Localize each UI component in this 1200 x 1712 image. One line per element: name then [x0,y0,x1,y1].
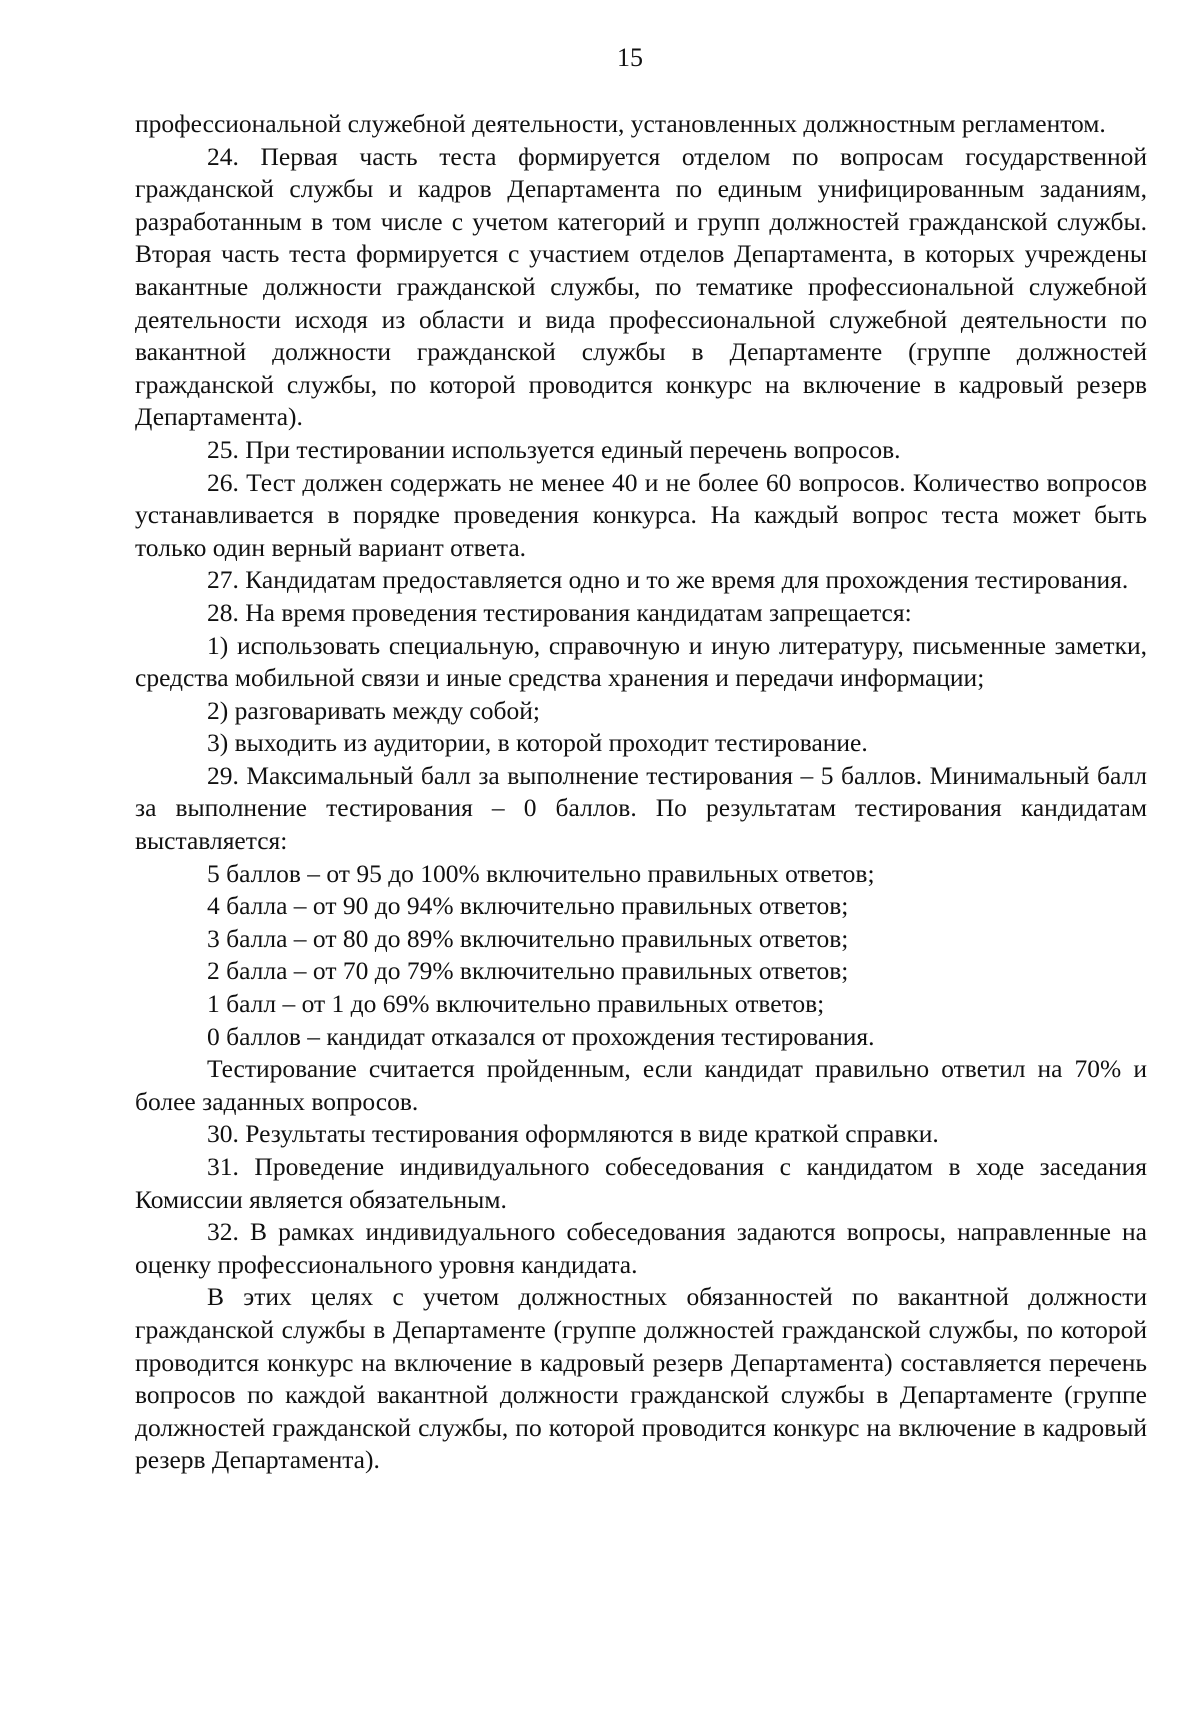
page-number: 15 [617,43,643,72]
paragraph-passing-criteria: Тестирование считается пройденным, если кандидат правильно ответил на 70% и более заданных вопросов. [135,1054,1147,1116]
score-item-1: 1 балл – от 1 до 69% включительно правильных ответов; [207,989,825,1019]
paragraph-28: 28. На время проведения тестирования кандидатам запрещается: [207,597,912,627]
list-item-28-1: 1) использовать специальную, справочную и иную литературу, письменные заметки, средства мобильной связи и иные средства хранения и передачи информации; [135,630,1147,693]
paragraph-continuation: профессиональной служебной деятельности, установленных должностным регламентом. [135,109,1106,138]
list-item-28-2: 2) разговаривать между собой; [207,695,540,725]
document-body [135,108,1147,1477]
paragraph-30: 30. Результаты тестирования оформляются в виде краткой справки. [207,1119,939,1149]
paragraph-26: 26. Тест должен содержать не менее 40 и не более 60 вопросов. Количество вопросов устанавливается в порядке проведения конкурса. На каждый вопрос теста может быть только один верный вариант ответа. [135,467,1147,562]
paragraph-24: 24. Первая часть теста формируется отделом по вопросам государственной гражданской службы и кадров Департамента по единым унифицированным заданиям, разработанным в том числе с учетом категорий и групп должностей гражданской службы. Вторая часть теста формируется с участием отделов Департамента, в которых учреждены вакантные должности гражданской службы, по тематике профессиональной служебной деятельности исходя из области и вида профессиональной служебной деятельности по вакантной должности гражданской службы в Департаменте (группе должностей гражданской службы, по которой проводится конкурс на включение в кадровый резерв Департамента). [135,141,1147,432]
paragraph-25: 25. При тестировании используется единый перечень вопросов. [207,434,901,464]
paragraph-31: 31. Проведение индивидуального собеседования с кандидатом в ходе заседания Комиссии является обязательным. [135,1152,1147,1214]
list-item-28-3: 3) выходить из аудитории, в которой проходит тестирование. [207,728,868,758]
paragraph-32-details: В этих целях с учетом должностных обязанностей по вакантной должности гражданской службы в Департаменте (группе должностей гражданской службы, по которой проводится конкурс на включение в кадровый резерв Департамента) составляется перечень вопросов по каждой вакантной должности гражданской службы в Департаменте (группе должностей гражданской службы, по которой проводится конкурс на включение в кадровый резерв Департамента). [135,1282,1147,1475]
score-item-4: 4 балла – от 90 до 94% включительно правильных ответов; [207,891,849,921]
score-item-5: 5 баллов – от 95 до 100% включительно правильных ответов; [207,858,875,888]
paragraph-27: 27. Кандидатам предоставляется одно и то же время для прохождения тестирования. [207,565,1129,595]
paragraph-32: 32. В рамках индивидуального собеседования задаются вопросы, направленные на оценку профессионального уровня кандидата. [135,1217,1147,1279]
score-item-0: 0 баллов – кандидат отказался от прохождения тестирования. [207,1021,875,1051]
score-item-2: 2 балла – от 70 до 79% включительно правильных ответов; [207,956,849,986]
paragraph-29: 29. Максимальный балл за выполнение тестирования – 5 баллов. Минимальный балл за выполнение тестирования – 0 баллов. По результатам тестирования кандидатам выставляется: [135,760,1147,856]
score-item-3: 3 балла – от 80 до 89% включительно правильных ответов; [207,923,849,953]
